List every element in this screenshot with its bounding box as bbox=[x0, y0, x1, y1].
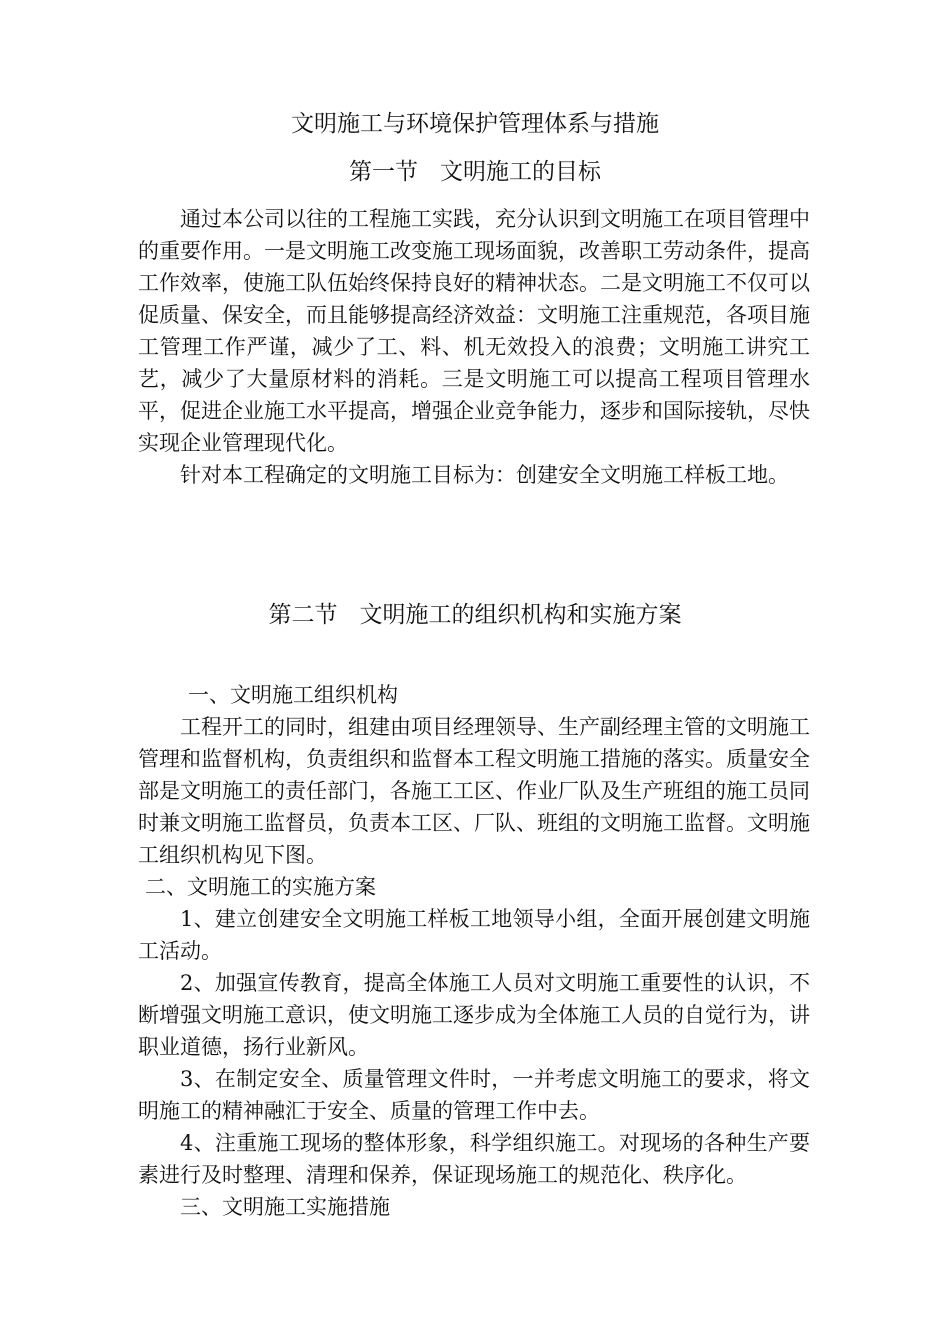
section1-body bbox=[138, 203, 810, 491]
document-title: 文明施工与环境保护管理体系与措施 bbox=[291, 111, 659, 137]
section2-heading bbox=[0, 599, 950, 631]
subheading-implementation-plan: 二、文明施工的实施方案 bbox=[145, 875, 376, 899]
implementation-plan-list bbox=[138, 903, 810, 1223]
plan-item-1: 1、建立创建安全文明施工样板工地领导小组，全面开展创建文明施工活动。 bbox=[138, 907, 810, 963]
section1-heading-text: 文明施工的目标 bbox=[440, 159, 601, 185]
section1-heading bbox=[0, 156, 950, 188]
plan-item-4: 4、注重施工现场的整体形象，科学组织施工。对现场的各种生产要素进行及时整理、清理和保养，保证现场施工的规范化、秩序化。 bbox=[138, 1131, 810, 1187]
org-structure-body bbox=[138, 711, 810, 871]
org-structure-paragraph: 工程开工的同时，组建由项目经理领导、生产副经理主管的文明施工管理和监督机构，负责组织和监督本工程文明施工措施的落实。质量安全部是文明施工的责任部门，各施工工区、作业厂队及生产班组的施工员同时兼文明施工监督员，负责本工区、厂队、班组的文明施工监督。文明施工组织机构见下图。 bbox=[138, 715, 810, 867]
section2-heading-number: 第二节 bbox=[268, 602, 338, 628]
subheading-implementation-measures: 三、文明施工实施措施 bbox=[180, 1195, 390, 1219]
plan-item-3: 3、在制定安全、质量管理文件时，一并考虑文明施工的要求，将文明施工的精神融汇于安全、质量的管理工作中去。 bbox=[138, 1067, 810, 1123]
subheading-org-structure: 一、文明施工组织机构 bbox=[188, 683, 398, 707]
section1-paragraph-1: 通过本公司以往的工程施工实践，充分认识到文明施工在项目管理中的重要作用。一是文明施工改变施工现场面貌，改善职工劳动条件，提高工作效率，使施工队伍始终保持良好的精神状态。二是文明施工不仅可以促质量、保安全，而且能够提高经济效益：文明施工注重规范，各项目施工管理工作严谨，减少了工、料、机无效投入的浪费；文明施工讲究工艺，减少了大量原材料的消耗。三是文明施工可以提高工程项目管理水平，促进企业施工水平提高，增强企业竞争能力，逐步和国际接轨，尽快实现企业管理现代化。 bbox=[138, 207, 810, 455]
plan-item-2: 2、加强宣传教育，提高全体施工人员对文明施工重要性的认识，不断增强文明施工意识，使文明施工逐步成为全体施工人员的自觉行为，讲职业道德，扬行业新风。 bbox=[138, 971, 810, 1059]
section2-heading-text: 文明施工的组织机构和实施方案 bbox=[359, 602, 682, 628]
section1-paragraph-2: 针对本工程确定的文明施工目标为：创建安全文明施工样板工地。 bbox=[180, 463, 789, 487]
section1-heading-number: 第一节 bbox=[349, 159, 418, 185]
